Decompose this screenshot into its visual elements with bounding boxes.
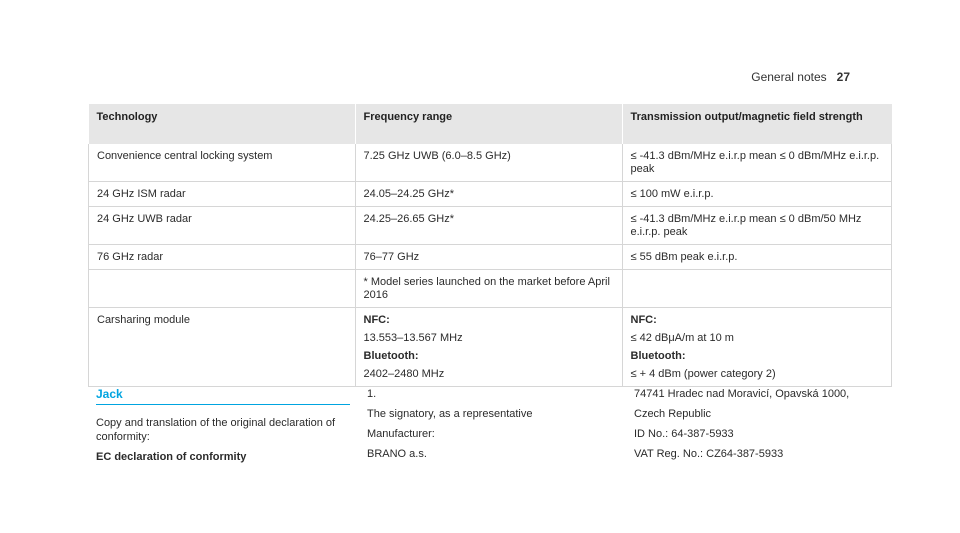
cell-tech: 24 GHz ISM radar	[89, 182, 356, 207]
nfc-frequency: 13.553–13.567 MHz	[363, 332, 463, 344]
header-technology: Technology	[89, 104, 356, 144]
vat-number: VAT Reg. No.: CZ64-387-5933	[634, 448, 784, 460]
table-row	[89, 270, 892, 308]
section-title: General notes	[751, 70, 827, 84]
declaration-column	[367, 387, 607, 461]
address-column	[634, 387, 894, 461]
cell-freq	[355, 308, 622, 387]
cell-freq: 24.25–26.65 GHz*	[355, 207, 622, 245]
header-output: Transmission output/magnetic field strength	[622, 104, 892, 144]
cell-output: ≤ 100 mW e.i.r.p.	[622, 182, 892, 207]
id-number: ID No.: 64-387-5933	[634, 428, 734, 440]
jack-heading: Jack	[96, 387, 350, 405]
cell-tech: Convenience central locking system	[89, 144, 356, 182]
country-line: Czech Republic	[634, 408, 712, 420]
cell-output: ≤ -41.3 dBm/MHz e.i.r.p mean ≤ 0 dBm/MHz e.i.r.p. peak	[622, 144, 892, 182]
cell-tech	[89, 270, 356, 308]
manufacturer-label: Manufacturer:	[367, 428, 435, 440]
cell-freq: 7.25 GHz UWB (6.0–8.5 GHz)	[355, 144, 622, 182]
cell-tech: 76 GHz radar	[89, 245, 356, 270]
frequency-table	[88, 104, 892, 387]
table-header-row	[89, 104, 892, 144]
ec-declaration-title: EC declaration of conformity	[96, 451, 247, 463]
cell-output: ≤ 55 dBm peak e.i.r.p.	[622, 245, 892, 270]
jack-section	[96, 387, 350, 464]
nfc-label: NFC:	[363, 314, 390, 326]
bluetooth-label: Bluetooth:	[363, 350, 419, 362]
bluetooth-frequency: 2402–2480 MHz	[363, 368, 445, 380]
table-row-carsharing	[89, 308, 892, 387]
cell-output	[622, 270, 892, 308]
signatory-text: The signatory, as a representative	[367, 408, 533, 420]
cell-output: ≤ -41.3 dBm/MHz e.i.r.p mean ≤ 0 dBm/50 MHz e.i.r.p. peak	[622, 207, 892, 245]
table-row	[89, 245, 892, 270]
table-row	[89, 207, 892, 245]
table-row	[89, 144, 892, 182]
manufacturer-name: BRANO a.s.	[367, 448, 427, 460]
cell-tech: 24 GHz UWB radar	[89, 207, 356, 245]
cell-freq: 24.05–24.25 GHz*	[355, 182, 622, 207]
footnote-cell: * Model series launched on the market before April 2016	[355, 270, 622, 308]
cell-output	[622, 308, 892, 387]
item-number: 1.	[367, 388, 377, 400]
page-header	[751, 70, 850, 84]
cell-tech: Carsharing module	[89, 308, 356, 387]
header-frequency: Frequency range	[355, 104, 622, 144]
nfc-output: ≤ 42 dBμA/m at 10 m	[630, 332, 734, 344]
page-number: 27	[836, 70, 850, 84]
cell-freq: 76–77 GHz	[355, 245, 622, 270]
nfc-label: NFC:	[630, 314, 657, 326]
copy-translation-text: Copy and translation of the original declaration of conformity:	[96, 417, 336, 443]
bluetooth-output: ≤ + 4 dBm (power category 2)	[630, 368, 776, 380]
bluetooth-label: Bluetooth:	[630, 350, 686, 362]
table-row	[89, 182, 892, 207]
address-line: 74741 Hradec nad Moravicí, Opavská 1000,	[634, 388, 850, 400]
